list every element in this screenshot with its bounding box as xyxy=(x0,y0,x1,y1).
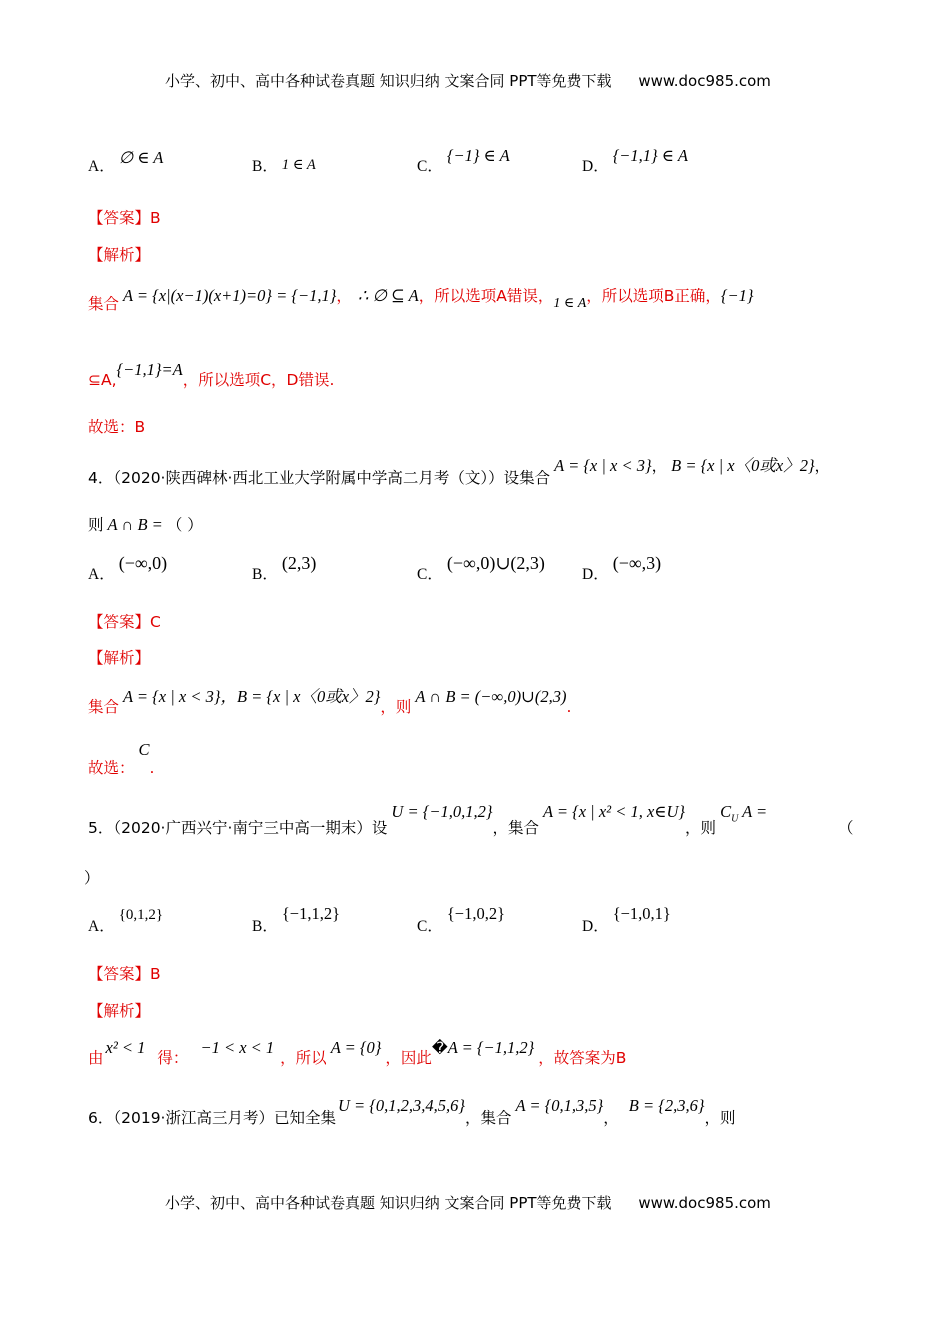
header-title: 小学、初中、高中各种试卷真题 知识归纳 文案合同 PPT等免费下载 xyxy=(165,72,612,90)
q3-option-b: B． 1 ∈ A xyxy=(252,157,316,175)
page-footer xyxy=(165,1192,771,1213)
q3-option-a: A． ∅ ∈ A xyxy=(88,148,164,175)
q4-choose: 故选：C. xyxy=(88,740,155,777)
q4-analysis-line: 集合A = {x | x < 3}，B = {x | x〈0或x〉2}，则A ∩ B = (−∞,0)∪(2,3). xyxy=(88,687,572,716)
q4-option-a: A．(−∞,0) xyxy=(88,553,168,583)
q4-stem-line2: 则 A ∩ B = （ ） xyxy=(88,515,203,534)
q3-analysis-line1: 集合 A = {x|(x−1)(x+1)=0} = {−1,1}， ∴ ∅ ⊆ A，所以选项A错误，1 ∈ A，所以选项B正确，{−1} xyxy=(88,286,754,313)
q5-option-c: C．{−1,0,2} xyxy=(417,904,505,935)
q5-option-d: D．{−1,0,1} xyxy=(582,904,671,935)
q3-analysis-line2: ⊆A,{−1,1}=A，所以选项C，D错误. xyxy=(88,360,335,389)
q5-option-b: B．{−1,1,2} xyxy=(252,904,340,935)
q5-paren-open: （ xyxy=(838,819,854,837)
q5-analysis-tag: 【解析】 xyxy=(88,1002,151,1020)
q3-answer: 【答案】B xyxy=(88,209,161,227)
q5-paren-close: ） xyxy=(84,869,100,887)
q3-analysis-tag: 【解析】 xyxy=(88,246,151,264)
q5-option-a: A．{0,1,2} xyxy=(88,907,164,935)
q3-choose: 故选：B xyxy=(88,418,146,436)
q5-answer: 【答案】B xyxy=(88,965,161,983)
q4-analysis-tag: 【解析】 xyxy=(88,649,151,667)
q3-option-d: D．{−1,1} ∈ A xyxy=(582,146,688,175)
footer-title: 小学、初中、高中各种试卷真题 知识归纳 文案合同 PPT等免费下载 xyxy=(165,1194,612,1212)
q4-option-d: D．(−∞,3) xyxy=(582,553,662,583)
header-site[interactable]: www.doc985.com xyxy=(638,72,771,90)
q4-option-c: C．(−∞,0)∪(2,3) xyxy=(417,553,545,583)
q4-stem: 4．（2020·陕西碑林·西北工业大学附属中学高二月考（文））设集合A = {x | x < 3}， B = {x | x〈0或x〉2}， xyxy=(88,456,831,487)
q5-analysis-line: 由x² < 1得：−1 < x < 1，所以A = {0}，因此�A = {−1,1,2}，故答案为B xyxy=(88,1038,627,1067)
q3-option-c: C．{−1} ∈ A xyxy=(417,146,510,175)
q4-option-b: B．(2,3) xyxy=(252,553,317,583)
q4-answer: 【答案】C xyxy=(88,613,161,631)
footer-site[interactable]: www.doc985.com xyxy=(638,1194,771,1212)
q5-stem: 5．（2020·广西兴宁·南宁三中高一期末）设U = {−1,0,1,2}，集合A = {x | x² < 1, x∈U}，则$C_U$ A = xyxy=(88,802,768,837)
page-header xyxy=(165,70,771,91)
q6-stem: 6．（2019·浙江高三月考）已知全集U = {0,1,2,3,4,5,6}，集合A = {0,1,3,5}，B = {2,3,6}，则 xyxy=(88,1096,736,1127)
q5-complement: $C_U$ A = xyxy=(720,802,768,825)
